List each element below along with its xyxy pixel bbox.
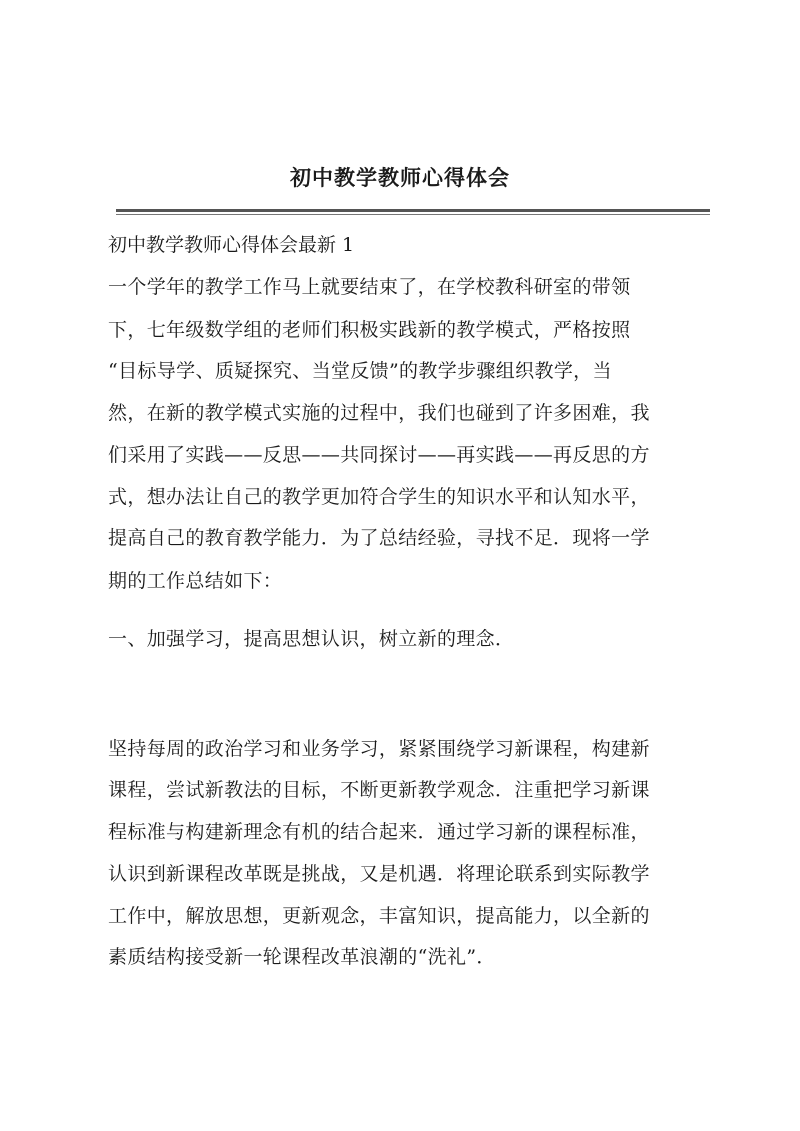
title-divider-thin [116,214,710,215]
paragraph-line: 期的工作总结如下： [108,570,283,592]
paragraph-line: 认识到新课程改革既是挑战，又是机遇．将理论联系到实际教学 [108,863,650,885]
paragraph-line: 然，在新的教学模式实施的过程中，我们也碰到了许多困难，我 [108,402,650,424]
paragraph-line: 们采用了实践——反思——共同探讨——再实践——再反思的方 [108,444,650,466]
paragraph-line: 一个学年的教学工作马上就要结束了，在学校教科研室的带领 [108,276,631,298]
paragraph-line: “目标导学、质疑探究、当堂反馈”的教学步骤组织教学，当 [108,360,612,382]
document-subtitle: 初中教学教师心得体会最新 1 [108,234,355,256]
paragraph-line: 程标准与构建新理念有机的结合起来．通过学习新的课程标准， [108,821,650,843]
section-heading: 一、加强学习，提高思想认识，树立新的理念． [108,628,515,650]
document-title: 初中教学教师心得体会 [290,165,510,190]
paragraph-line: 工作中，解放思想，更新观念，丰富知识，提高能力，以全新的 [108,905,650,927]
paragraph-line: 坚持每周的政治学习和业务学习，紧紧围绕学习新课程，构建新 [108,738,650,760]
paragraph-line: 下，七年级数学组的老师们积极实践新的教学模式，严格按照 [108,319,631,341]
paragraph-line: 提高自己的教育教学能力．为了总结经验，寻找不足．现将一学 [108,527,650,549]
paragraph-line: 式，想办法让自己的教学更加符合学生的知识水平和认知水平， [108,486,650,508]
paragraph-line: 素质结构接受新一轮课程改革浪潮的“洗礼”． [108,946,496,968]
title-divider [116,209,710,212]
paragraph-line: 课程，尝试新教法的目标，不断更新教学观念．注重把学习新课 [108,779,650,801]
